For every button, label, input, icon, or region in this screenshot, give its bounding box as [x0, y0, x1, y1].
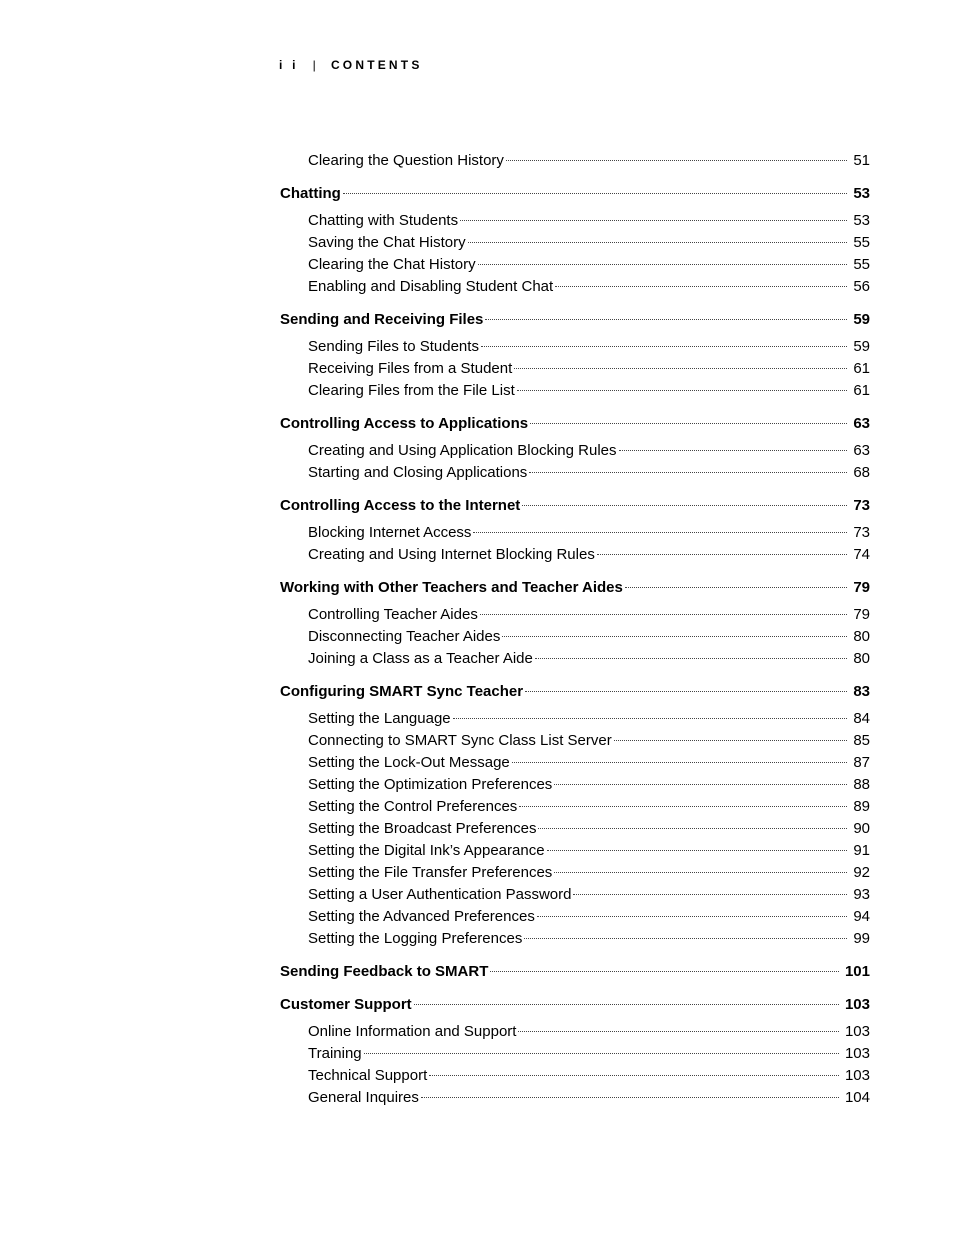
toc-entry-page-number: 53: [853, 212, 870, 229]
toc-entry-page-number: 63: [853, 415, 870, 432]
toc-subsection-entry[interactable]: [280, 708, 870, 730]
toc-subsection-entry[interactable]: [280, 752, 870, 774]
toc-entry-page-number: 74: [853, 546, 870, 563]
dot-leader: [481, 346, 847, 347]
toc-entry-page-number: 80: [853, 628, 870, 645]
dot-leader: [490, 971, 839, 972]
toc-entry-title: Chatting with Students: [308, 212, 459, 229]
toc-section-entry[interactable]: [280, 183, 870, 205]
toc-subsection-entry[interactable]: [280, 276, 870, 298]
toc-entry-title: Training: [308, 1045, 362, 1062]
toc-entry-title: Controlling Access to Applications: [280, 415, 529, 432]
toc-subsection-entry[interactable]: [280, 150, 870, 172]
page-number-label: i i: [279, 58, 299, 72]
dot-leader: [538, 828, 847, 829]
toc-entry-title: Clearing Files from the File List: [308, 382, 515, 399]
toc-entry-title: Sending and Receiving Files: [280, 311, 484, 328]
toc-subsection-entry[interactable]: [280, 462, 870, 484]
toc-entry-page-number: 73: [853, 497, 870, 514]
dot-leader: [506, 160, 847, 161]
dot-leader: [514, 368, 847, 369]
toc-section-entry[interactable]: [280, 961, 870, 983]
toc-subsection-entry[interactable]: [280, 818, 870, 840]
toc-entry-page-number: 68: [853, 464, 870, 481]
dot-leader: [429, 1075, 839, 1076]
toc-subsection-entry[interactable]: [280, 544, 870, 566]
toc-entry-page-number: 55: [853, 234, 870, 251]
toc-entry-page-number: 93: [853, 886, 870, 903]
toc-subsection-entry[interactable]: [280, 862, 870, 884]
toc-subsection-entry[interactable]: [280, 232, 870, 254]
toc-entry-title: Connecting to SMART Sync Class List Server: [308, 732, 612, 749]
toc-entry-page-number: 85: [853, 732, 870, 749]
dot-leader: [547, 850, 848, 851]
toc-entry-title: Setting the File Transfer Preferences: [308, 864, 553, 881]
toc-entry-title: Creating and Using Internet Blocking Rules: [308, 546, 595, 563]
toc-entry-title: Clearing the Question History: [308, 152, 504, 169]
toc-entry-title: Setting the Language: [308, 710, 451, 727]
toc-entry-page-number: 63: [853, 442, 870, 459]
toc-entry-title: Customer Support: [280, 996, 412, 1013]
header-separator: |: [312, 58, 319, 72]
toc-entry-page-number: 84: [853, 710, 870, 727]
dot-leader: [473, 532, 847, 533]
toc-entry-page-number: 103: [844, 1023, 870, 1040]
toc-entry-title: Setting the Logging Preferences: [308, 930, 523, 947]
toc-subsection-entry[interactable]: [280, 210, 870, 232]
toc-subsection-entry[interactable]: [280, 884, 870, 906]
toc-subsection-entry[interactable]: [280, 730, 870, 752]
toc-entry-page-number: 99: [853, 930, 870, 947]
dot-leader: [421, 1097, 839, 1098]
toc-entry-page-number: 59: [853, 338, 870, 355]
toc-subsection-entry[interactable]: [280, 840, 870, 862]
toc-section-entry[interactable]: [280, 681, 870, 703]
toc-entry-page-number: 79: [853, 606, 870, 623]
dot-leader: [522, 505, 847, 506]
toc-entry-page-number: 51: [853, 152, 870, 169]
toc-entry-title: Setting the Digital Ink’s Appearance: [308, 842, 545, 859]
toc-subsection-entry[interactable]: [280, 440, 870, 462]
toc-entry-title: Receiving Files from a Student: [308, 360, 513, 377]
toc-entry-page-number: 104: [844, 1089, 870, 1106]
toc-section-entry[interactable]: [280, 309, 870, 331]
dot-leader: [485, 319, 847, 320]
toc-entry-page-number: 87: [853, 754, 870, 771]
toc-entry-title: Blocking Internet Access: [308, 524, 472, 541]
toc-entry-page-number: 59: [853, 311, 870, 328]
dot-leader: [518, 1031, 839, 1032]
toc-subsection-entry[interactable]: [280, 254, 870, 276]
toc-subsection-entry[interactable]: [280, 626, 870, 648]
dot-leader: [453, 718, 848, 719]
dot-leader: [529, 472, 847, 473]
toc-entry-title: Setting a User Authentication Password: [308, 886, 572, 903]
toc-entry-title: General Inquires: [308, 1089, 419, 1106]
toc-entry-page-number: 103: [844, 996, 870, 1013]
toc-entry-page-number: 103: [844, 1067, 870, 1084]
toc-entry-page-number: 101: [844, 963, 870, 980]
dot-leader: [343, 193, 847, 194]
dot-leader: [619, 450, 848, 451]
toc-entry-title: Chatting: [280, 185, 341, 202]
dot-leader: [614, 740, 848, 741]
dot-leader: [512, 762, 848, 763]
toc-entry-page-number: 55: [853, 256, 870, 273]
toc-subsection-entry[interactable]: [280, 522, 870, 544]
toc-entry-title: Creating and Using Application Blocking Rules: [308, 442, 617, 459]
toc-subsection-entry[interactable]: [280, 906, 870, 928]
toc-entry-title: Joining a Class as a Teacher Aide: [308, 650, 533, 667]
toc-entry-title: Technical Support: [308, 1067, 428, 1084]
dot-leader: [517, 390, 848, 391]
dot-leader: [554, 784, 847, 785]
toc-section-entry[interactable]: [280, 577, 870, 599]
table-of-contents: [280, 150, 870, 1109]
dot-leader: [554, 872, 847, 873]
toc-entry-page-number: 83: [853, 683, 870, 700]
dot-leader: [519, 806, 847, 807]
toc-subsection-entry[interactable]: [280, 1065, 870, 1087]
toc-subsection-entry[interactable]: [280, 1021, 870, 1043]
dot-leader: [414, 1004, 839, 1005]
toc-entry-page-number: 90: [853, 820, 870, 837]
toc-entry-page-number: 53: [853, 185, 870, 202]
toc-subsection-entry[interactable]: [280, 774, 870, 796]
dot-leader: [480, 614, 847, 615]
toc-entry-title: Setting the Lock-Out Message: [308, 754, 510, 771]
toc-subsection-entry[interactable]: [280, 604, 870, 626]
dot-leader: [502, 636, 847, 637]
toc-subsection-entry[interactable]: [280, 336, 870, 358]
toc-entry-title: Disconnecting Teacher Aides: [308, 628, 501, 645]
toc-section-entry[interactable]: [280, 413, 870, 435]
toc-subsection-entry[interactable]: [280, 1087, 870, 1109]
toc-entry-title: Setting the Broadcast Preferences: [308, 820, 537, 837]
dot-leader: [525, 691, 847, 692]
dot-leader: [530, 423, 847, 424]
toc-subsection-entry[interactable]: [280, 358, 870, 380]
toc-entry-title: Enabling and Disabling Student Chat: [308, 278, 554, 295]
dot-leader: [597, 554, 847, 555]
toc-subsection-entry[interactable]: [280, 796, 870, 818]
toc-entry-title: Setting the Control Preferences: [308, 798, 518, 815]
toc-entry-page-number: 73: [853, 524, 870, 541]
toc-subsection-entry[interactable]: [280, 1043, 870, 1065]
toc-entry-page-number: 103: [844, 1045, 870, 1062]
dot-leader: [537, 916, 847, 917]
toc-entry-title: Sending Feedback to SMART: [280, 963, 489, 980]
toc-entry-title: Starting and Closing Applications: [308, 464, 528, 481]
dot-leader: [468, 242, 848, 243]
toc-subsection-entry[interactable]: [280, 648, 870, 670]
toc-entry-title: Configuring SMART Sync Teacher: [280, 683, 524, 700]
toc-entry-title: Saving the Chat History: [308, 234, 466, 251]
toc-entry-title: Setting the Optimization Preferences: [308, 776, 553, 793]
dot-leader: [555, 286, 847, 287]
toc-entry-page-number: 94: [853, 908, 870, 925]
toc-entry-title: Clearing the Chat History: [308, 256, 476, 273]
toc-subsection-entry[interactable]: [280, 928, 870, 950]
section-title: CONTENTS: [330, 58, 423, 72]
toc-entry-title: Sending Files to Students: [308, 338, 479, 355]
dot-leader: [478, 264, 848, 265]
dot-leader: [524, 938, 847, 939]
dot-leader: [625, 587, 847, 588]
dot-leader: [460, 220, 847, 221]
dot-leader: [364, 1053, 839, 1054]
toc-entry-page-number: 79: [853, 579, 870, 596]
toc-section-entry[interactable]: [280, 495, 870, 517]
toc-entry-page-number: 80: [853, 650, 870, 667]
toc-entry-title: Online Information and Support: [308, 1023, 517, 1040]
dot-leader: [535, 658, 847, 659]
toc-entry-title: Setting the Advanced Preferences: [308, 908, 535, 925]
toc-entry-page-number: 61: [853, 360, 870, 377]
running-header: [279, 58, 423, 72]
toc-entry-title: Controlling Teacher Aides: [308, 606, 478, 623]
toc-entry-title: Controlling Access to the Internet: [280, 497, 521, 514]
toc-entry-page-number: 92: [853, 864, 870, 881]
toc-entry-page-number: 89: [853, 798, 870, 815]
toc-entry-page-number: 91: [853, 842, 870, 859]
toc-entry-page-number: 61: [853, 382, 870, 399]
toc-entry-page-number: 56: [853, 278, 870, 295]
toc-entry-title: Working with Other Teachers and Teacher Aides: [280, 579, 623, 596]
toc-subsection-entry[interactable]: [280, 380, 870, 402]
toc-section-entry[interactable]: [280, 994, 870, 1016]
toc-entry-page-number: 88: [853, 776, 870, 793]
dot-leader: [573, 894, 847, 895]
